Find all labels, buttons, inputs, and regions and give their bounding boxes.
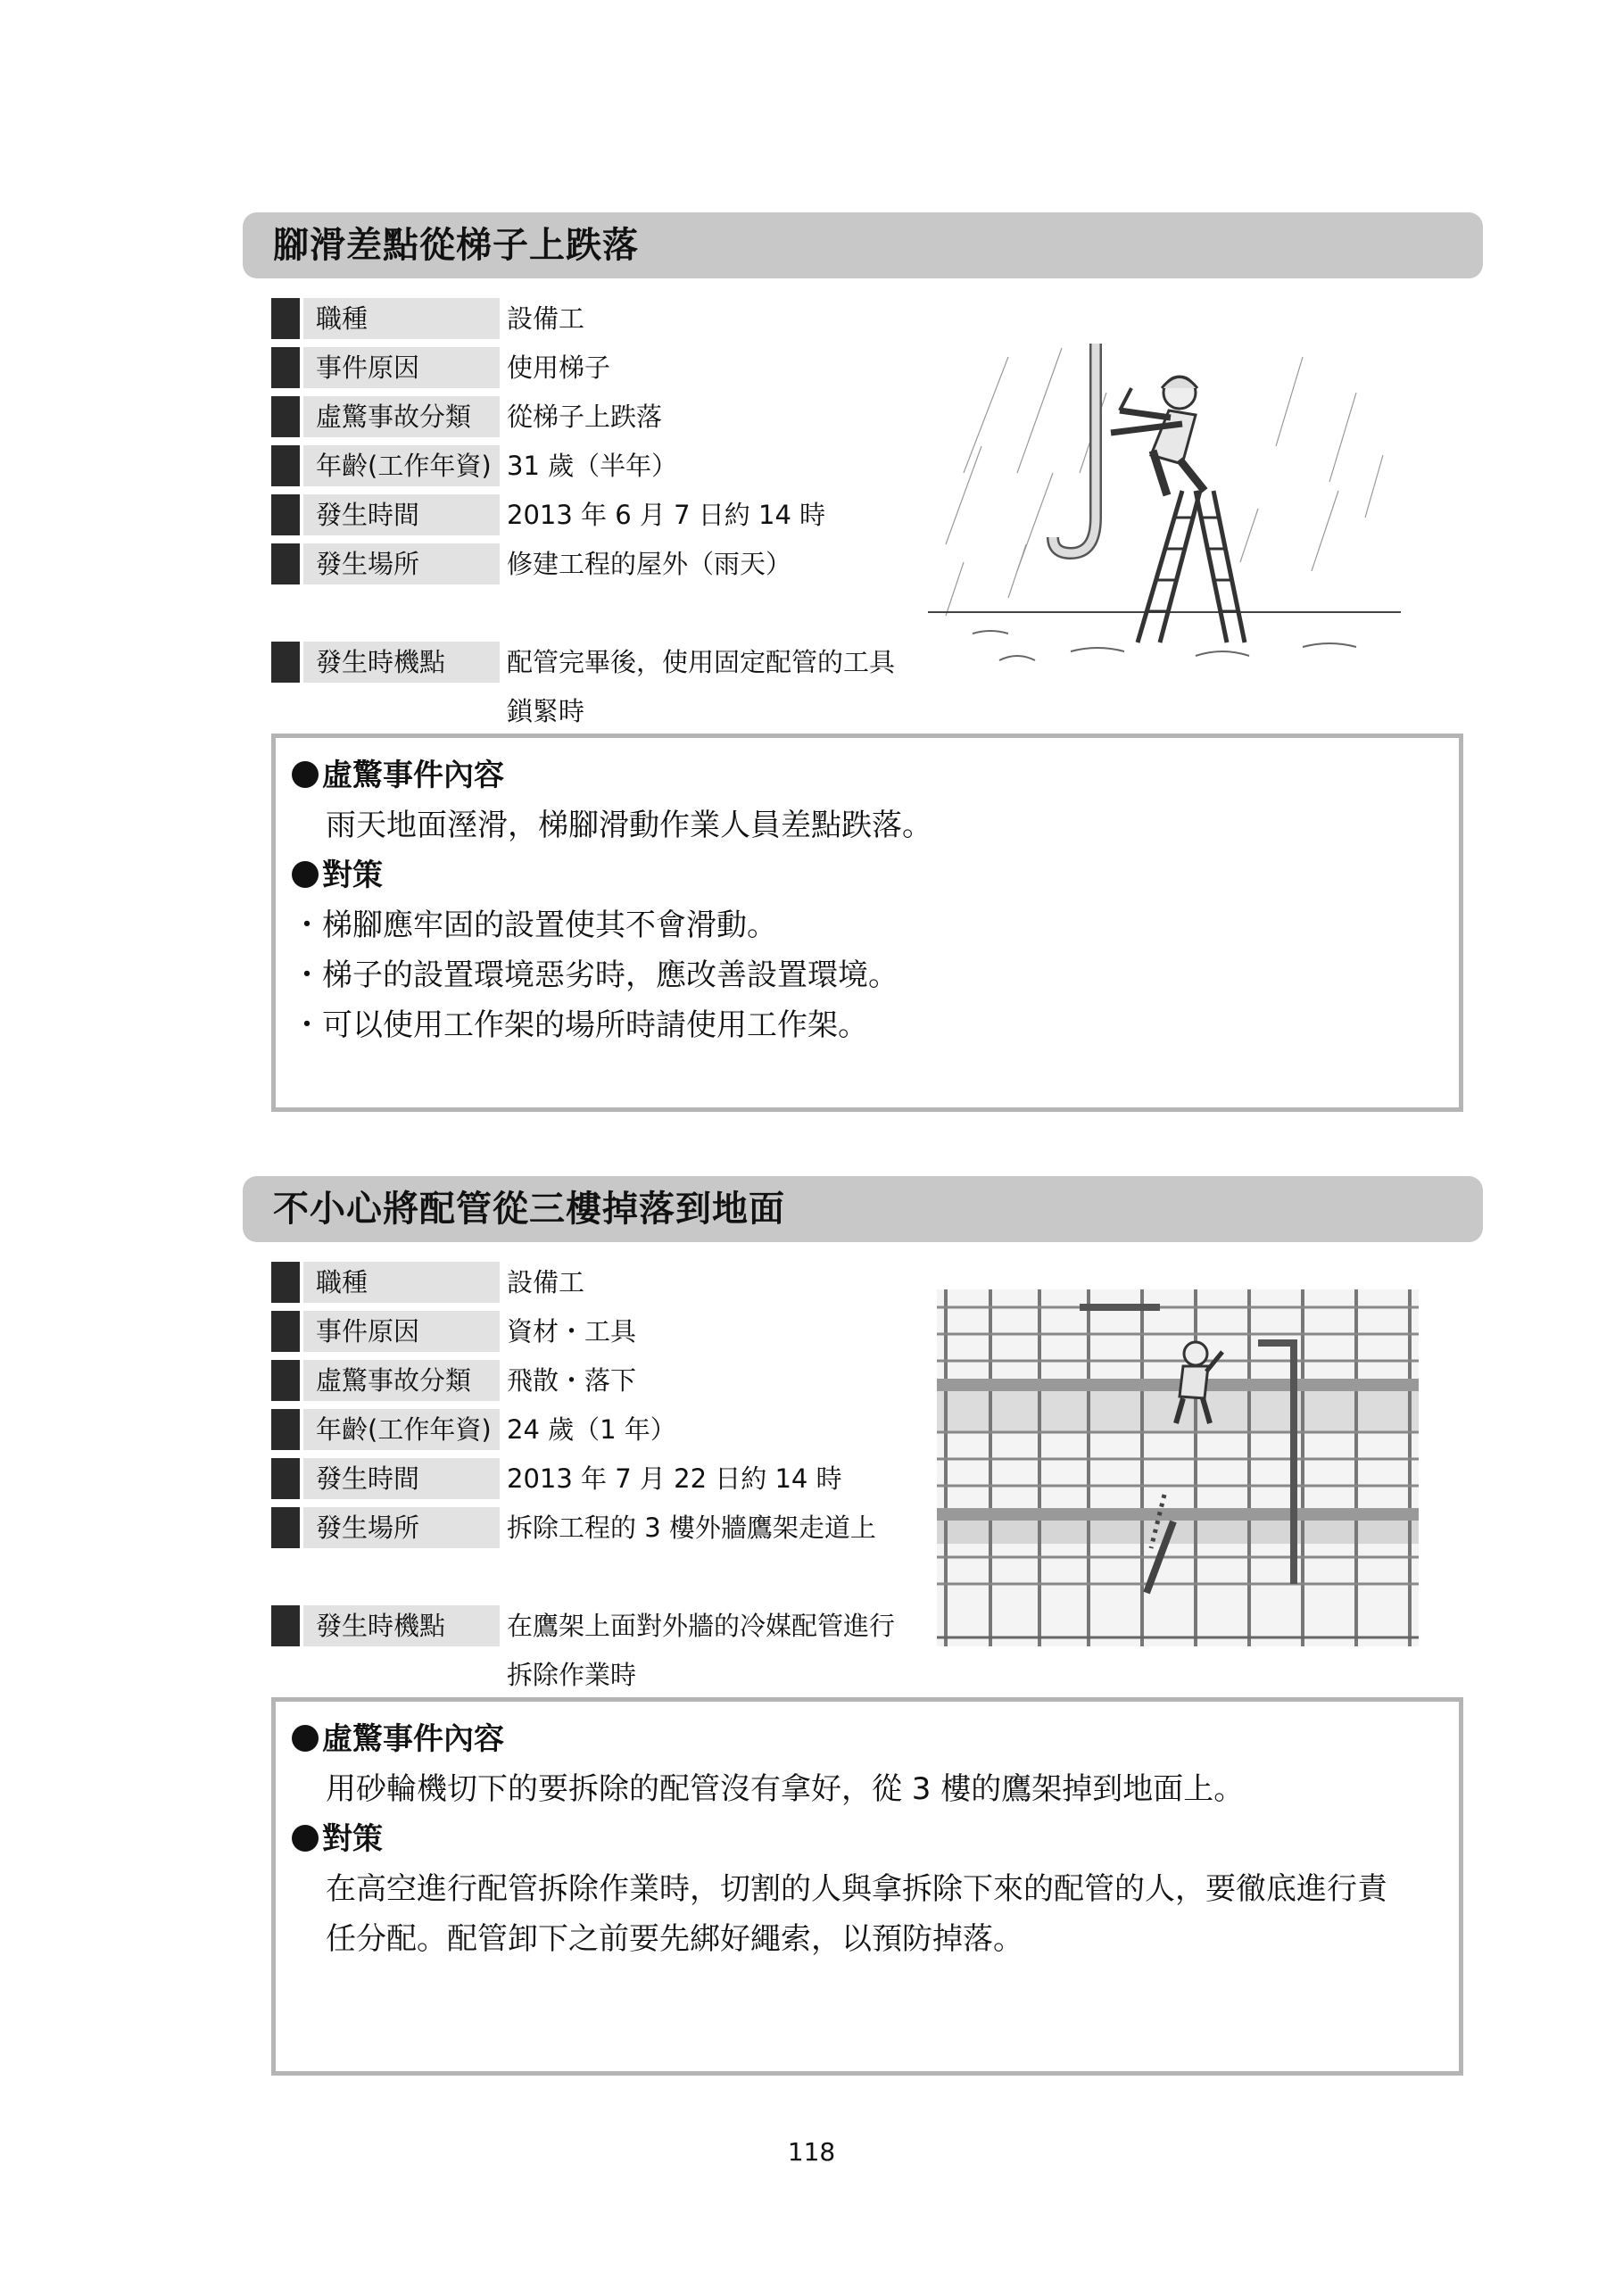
row-marker	[271, 445, 300, 486]
row-label: 發生時間	[303, 1458, 500, 1499]
measures-heading: 對策	[292, 1814, 1443, 1864]
row-marker	[271, 1409, 300, 1450]
row-value: 2013 年 6 月 7 日約 14 時	[507, 500, 826, 530]
measure-item: ・可以使用工作架的場所時請使用工作架。	[292, 1007, 868, 1043]
case1-title: 腳滑差點從梯子上跌落	[243, 212, 1483, 278]
row-marker	[271, 1458, 300, 1499]
page-number: 118	[787, 2137, 836, 2167]
worker-on-ladder-in-rain-illustration	[928, 339, 1401, 687]
row-label: 職種	[303, 298, 500, 339]
row-value: 修建工程的屋外（雨天）	[507, 549, 792, 579]
row-label: 事件原因	[303, 347, 500, 388]
row-value: 31 歲（半年）	[507, 451, 678, 481]
incident-text: 雨天地面溼滑，梯腳滑動作業人員差點跌落。	[326, 808, 932, 843]
measure-item: ・梯子的設置環境惡劣時，應改善設置環境。	[292, 957, 898, 993]
row-marker	[271, 1360, 300, 1401]
row-value: 飛散・落下	[507, 1365, 637, 1396]
row-marker	[271, 494, 300, 535]
row-label: 虛驚事故分類	[303, 396, 500, 437]
row-value: 拆除工程的 3 樓外牆鷹架走道上	[507, 1513, 876, 1543]
row-value: 從梯子上跌落	[507, 402, 663, 432]
row-label: 發生時機點	[303, 642, 500, 683]
bullet-dot-icon	[292, 761, 319, 788]
row-label: 發生場所	[303, 543, 500, 584]
row-value: 設備工	[507, 1267, 585, 1297]
scaffold-pipe-falling-illustration	[937, 1289, 1419, 1646]
row-value: 2013 年 7 月 22 日約 14 時	[507, 1463, 842, 1494]
row-marker	[271, 543, 300, 584]
incident-text: 用砂輪機切下的要拆除的配管沒有拿好，從 3 樓的鷹架掉到地面上。	[326, 1771, 1245, 1807]
incident-heading: 虛驚事件內容	[292, 1714, 1443, 1764]
row-label: 年齡(工作年資)	[303, 445, 500, 486]
row-label: 發生場所	[303, 1507, 500, 1548]
row-value: 資材・工具	[507, 1316, 637, 1347]
row-value: 24 歲（1 年）	[507, 1414, 676, 1445]
row-marker	[271, 1605, 300, 1646]
row-label: 職種	[303, 1262, 500, 1303]
bullet-dot-icon	[292, 1825, 319, 1852]
row-label: 虛驚事故分類	[303, 1360, 500, 1401]
row-marker	[271, 396, 300, 437]
row-label: 發生時機點	[303, 1605, 500, 1646]
case2-title: 不小心將配管從三樓掉落到地面	[243, 1176, 1483, 1242]
measure-item: ・梯腳應牢固的設置使其不會滑動。	[292, 908, 777, 943]
bullet-dot-icon	[292, 861, 319, 888]
measures-text: 在高空進行配管拆除作業時，切割的人與拿拆除下來的配管的人，要徹底進行責任分配。配管卸下之前要先綁好繩索，以預防掉落。	[326, 1871, 1387, 1957]
case1-detail-box	[271, 734, 1463, 1112]
row-value: 使用梯子	[507, 352, 611, 383]
incident-heading: 虛驚事件內容	[292, 750, 1443, 800]
row-value: 配管完畢後，使用固定配管的工具鎖緊時	[507, 647, 896, 726]
row-marker	[271, 347, 300, 388]
case2-detail-box	[271, 1697, 1463, 2076]
row-label: 年齡(工作年資)	[303, 1409, 500, 1450]
row-value: 設備工	[507, 303, 585, 334]
row-label: 發生時間	[303, 494, 500, 535]
row-marker	[271, 298, 300, 339]
measures-heading: 對策	[292, 850, 1443, 900]
row-marker	[271, 1507, 300, 1548]
row-marker	[271, 1311, 300, 1352]
bullet-dot-icon	[292, 1725, 319, 1752]
row-marker	[271, 642, 300, 683]
row-marker	[271, 1262, 300, 1303]
row-label: 事件原因	[303, 1311, 500, 1352]
row-value: 在鷹架上面對外牆的冷媒配管進行拆除作業時	[507, 1611, 896, 1690]
